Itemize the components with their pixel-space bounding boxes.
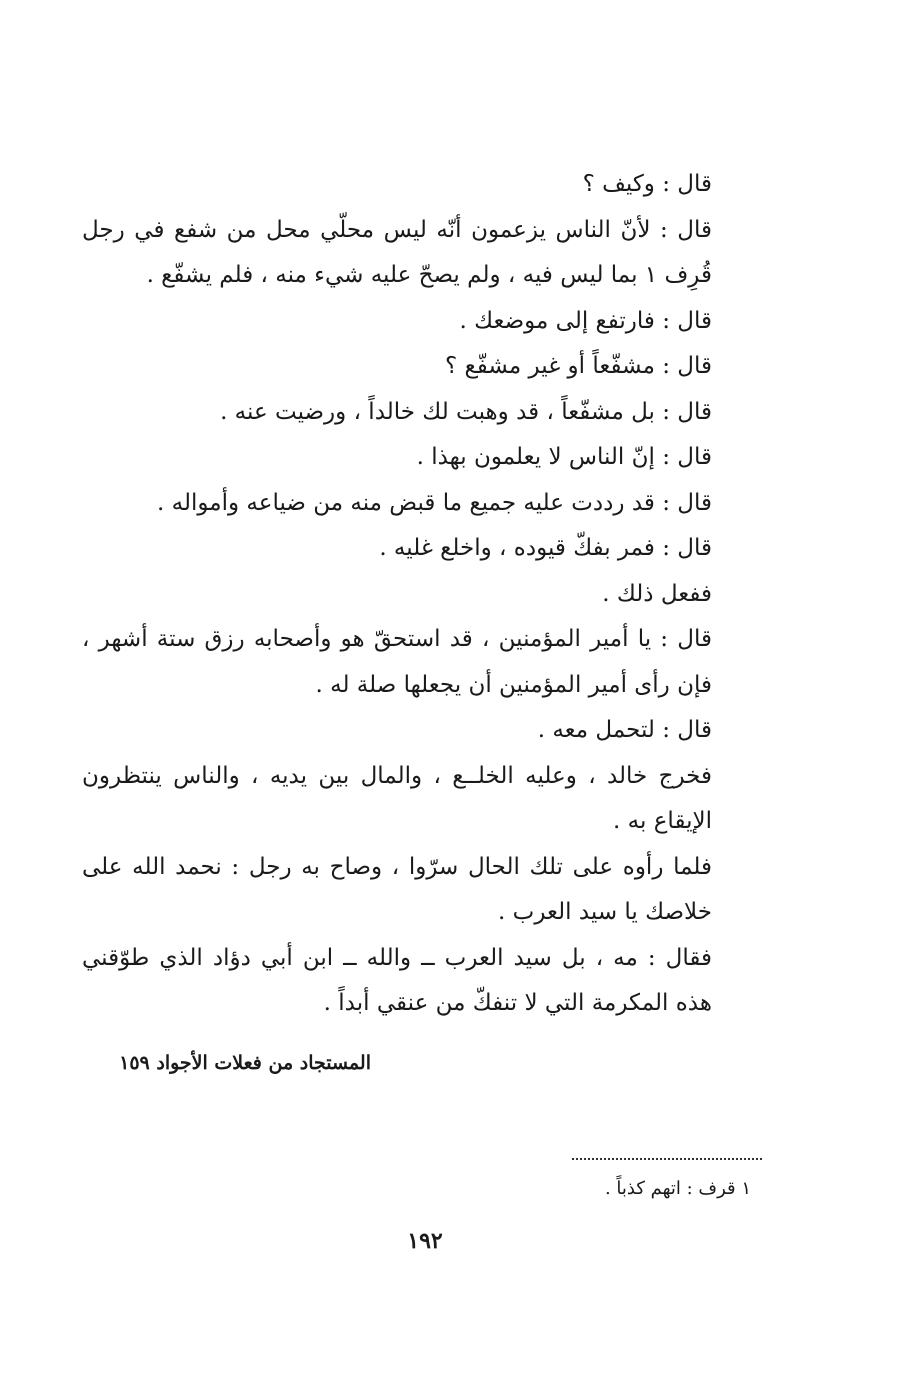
footnote: ١ قرف : اتهم كذباً .: [604, 1178, 751, 1199]
narration-paragraph: فلما رأوه على تلك الحال سرّوا ، وصاح به رجل : نحمد الله على خلاصك يا سيد العرب .: [82, 853, 712, 925]
body-text: [82, 162, 762, 1027]
narration-paragraph: فخرج خالد ، وعليه الخلــع ، والمال بين يديه ، والناس ينتظرون الإيقاع به .: [82, 762, 712, 834]
dialogue-line: قال : وكيف ؟: [582, 171, 712, 197]
dialogue-line: قال : إنّ الناس لا يعلمون بهذا .: [416, 444, 712, 470]
dialogue-line: قال : فارتفع إلى موضعك .: [459, 307, 712, 334]
source-citation: المستجاد من فعلات الأجواد ١٥٩: [119, 1052, 371, 1074]
dialogue-line: قال : بل مشفّعاً ، قد وهبت لك خالداً ، ورضيت عنه .: [220, 398, 712, 425]
narration-paragraph: فقال : مه ، بل سيد العرب ــ والله ــ ابن أبي دؤاد الذي طوّقني هذه المكرمة التي لا تنفكّ من عنقي أبداً .: [82, 944, 712, 1016]
dialogue-line: قال : لأنّ الناس يزعمون أنّه ليس محلّي محل من شفع في رجل قُرِف ١ بما ليس فيه ، ولم يصحّ عليه شيء منه ، فلم يشفّع .: [82, 216, 712, 288]
dialogue-line: قال : مشفّعاً أو غير مشفّع ؟: [445, 353, 712, 379]
narration-line: ففعل ذلك .: [602, 580, 712, 607]
dialogue-line: قال : قد رددت عليه جميع ما قبض منه من ضياعه وأمواله .: [157, 489, 712, 516]
dialogue-line: قال : فمر بفكّ قيوده ، واخلع غليه .: [379, 535, 712, 561]
dialogue-line: قال : لتحمل معه .: [537, 717, 712, 743]
dialogue-line: قال : يا أمير المؤمنين ، قد استحقّ هو وأصحابه رزق ستة أشهر ، فإن رأى أمير المؤمنين أن يجعلها صلة له .: [82, 626, 712, 698]
footnote-divider: [572, 1158, 762, 1160]
page-number: ١٩٢: [407, 1228, 443, 1254]
